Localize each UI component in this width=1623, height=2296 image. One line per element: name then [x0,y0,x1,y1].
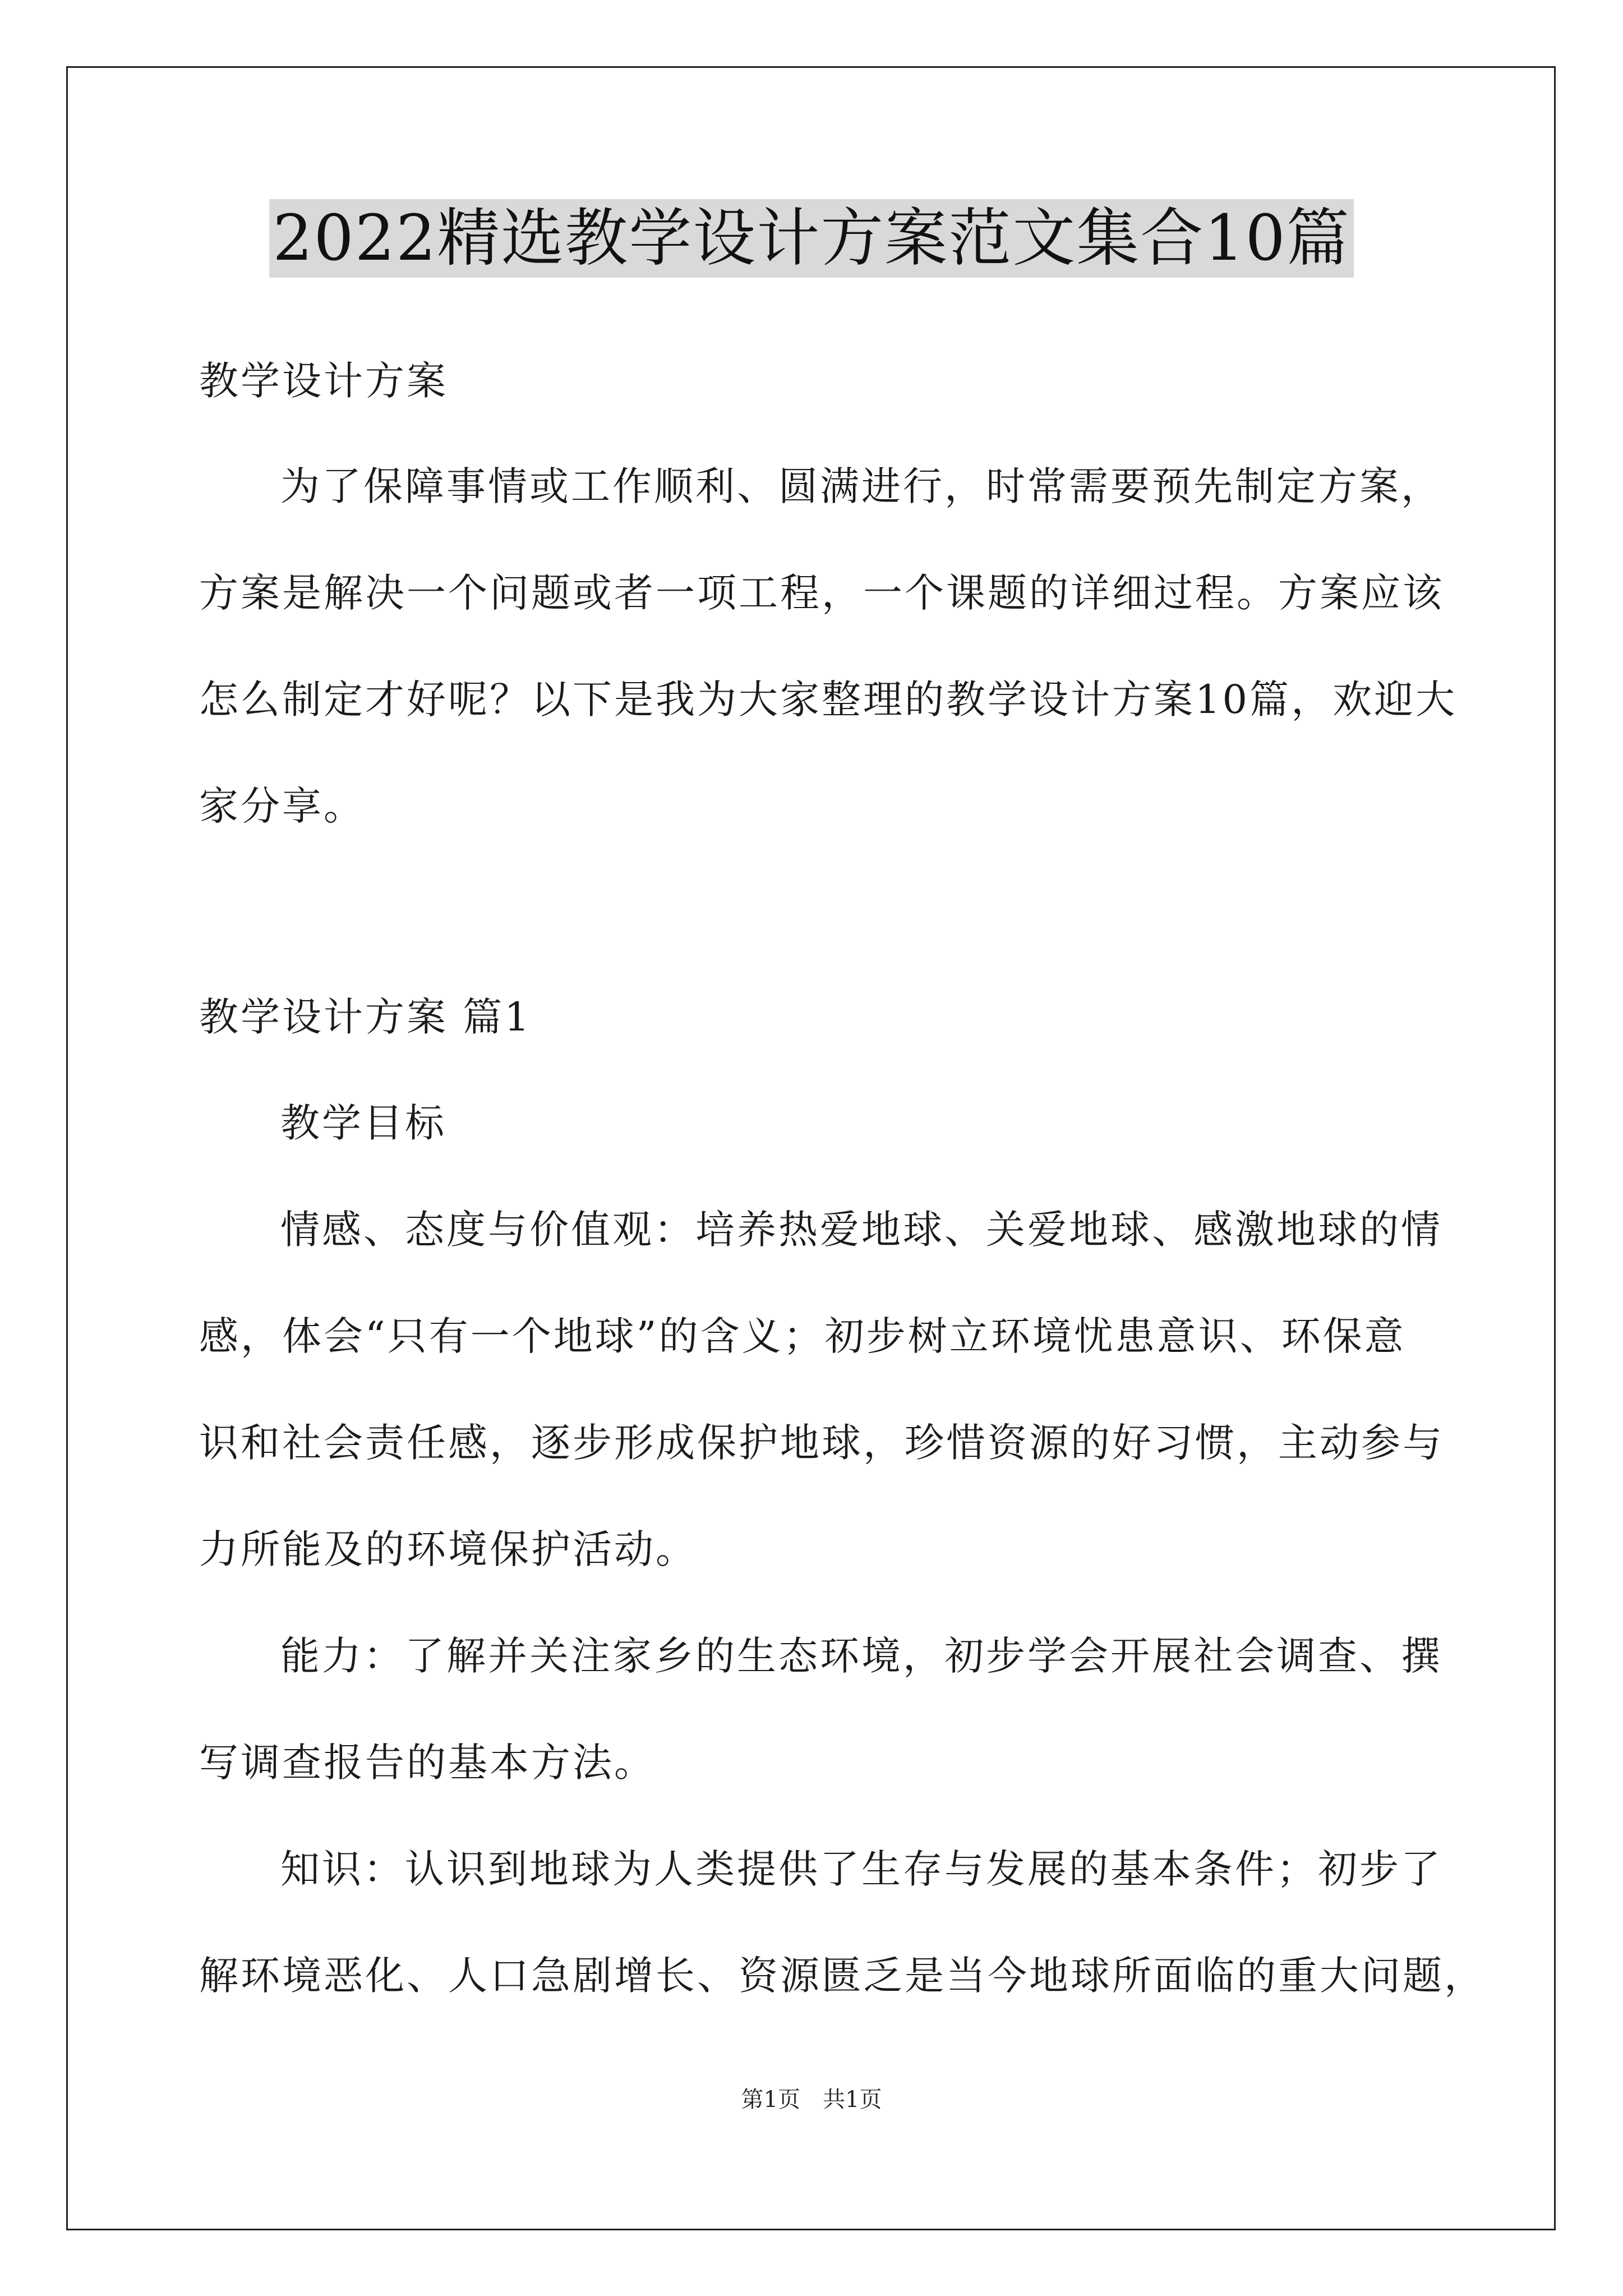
title-container [0,199,1623,278]
emotion-line-4: 力所能及的环境保护活动。 [199,1526,697,1572]
ability-line-2: 写调查报告的基本方法。 [199,1740,656,1786]
page-footer [0,2086,1623,2114]
emotion-line-2: 感，体会“只有一个地球”的含义；初步树立环境忧患意识、环保意 [199,1313,1406,1359]
main-heading: 教学设计方案 [199,358,448,404]
intro-line-4: 家分享。 [199,783,365,829]
section-heading: 教学设计方案 篇1 [199,994,532,1040]
intro-line-1: 为了保障事情或工作顺利、圆满进行，时常需要预先制定方案， [280,463,1442,509]
intro-line-2: 方案是解决一个问题或者一项工程，一个课题的详细过程。方案应该 [199,570,1444,616]
knowledge-line-2: 解环境恶化、人口急剧增长、资源匮乏是当今地球所面临的重大问题， [199,1953,1486,1999]
ability-line-1: 能力：了解并关注家乡的生态环境，初步学会开展社会调查、撰 [280,1633,1442,1679]
knowledge-line-1: 知识：认识到地球为人类提供了生存与发展的基本条件；初步了 [280,1846,1442,1892]
intro-line-3: 怎么制定才好呢？以下是我为大家整理的教学设计方案10篇，欢迎大 [199,677,1458,723]
page-number-total: 共1页 [823,2087,882,2113]
emotion-line-1: 情感、态度与价值观：培养热爱地球、关爱地球、感激地球的情 [280,1207,1442,1253]
emotion-line-3: 识和社会责任感，逐步形成保护地球，珍惜资源的好习惯，主动参与 [199,1420,1444,1466]
page-number-current: 第1页 [741,2087,800,2113]
subheading-objectives: 教学目标 [280,1100,446,1146]
document-title: 2022精选教学设计方案范文集合10篇 [269,199,1354,278]
